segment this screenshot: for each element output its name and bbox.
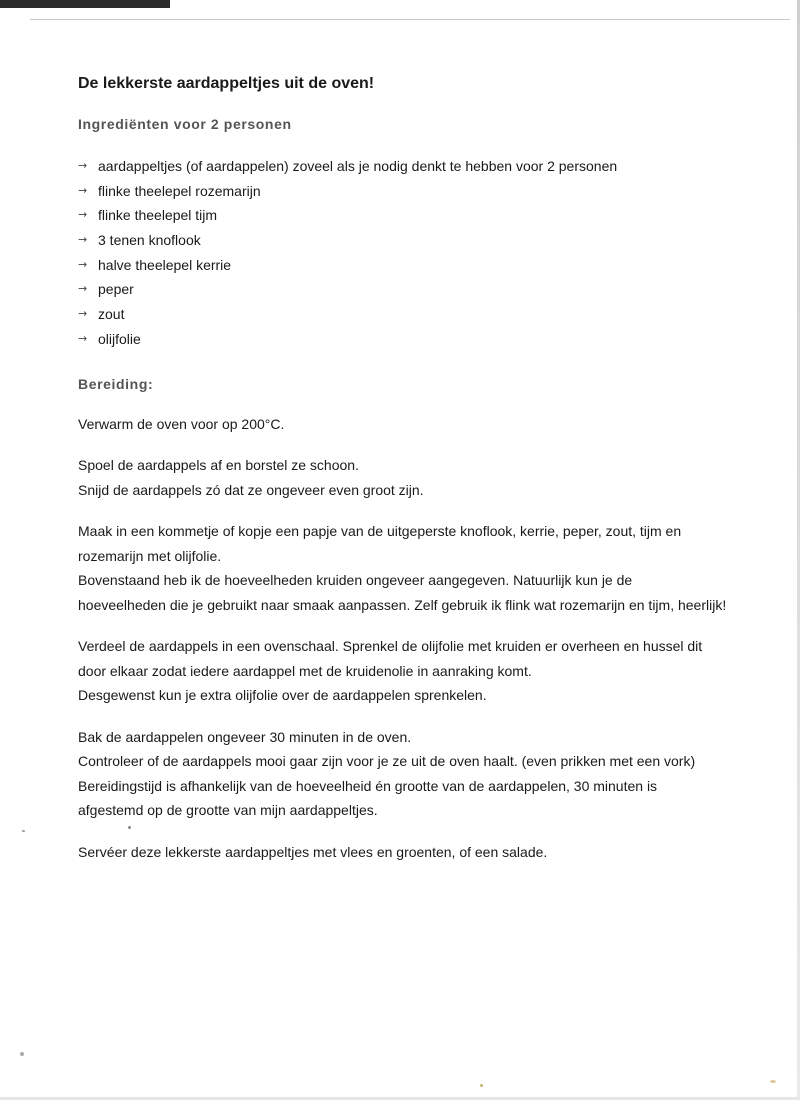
paragraph-line: Maak in een kommetje of kopje een papje van de uitgeperste knoflook, kerrie, peper, zout, tijm en (78, 523, 682, 539)
paragraph-line: Snijd de aardappels zó dat ze ongeveer even groot zijn. (78, 481, 424, 498)
paragraph-line: Controleer of de aardappels mooi gaar zijn voor je ze uit de oven haalt. (even prikken met een vork) (78, 753, 696, 769)
ingredient-text: aardappeltjes (of aardappelen) zoveel als je nodig denkt te hebben voor 2 personen (98, 158, 618, 174)
scan-speck (770, 1080, 776, 1083)
scan-speck (480, 1084, 483, 1087)
paragraph-line: rozemarijn met olijfolie. (78, 547, 222, 564)
scan-edge-top (0, 0, 800, 8)
paragraph (78, 725, 778, 823)
ingredients-heading: Ingrediënten voor 2 personen (78, 116, 292, 132)
scan-speck (22, 830, 25, 832)
recipe-title: De lekkerste aardappeltjes uit de oven! (78, 75, 375, 92)
ingredient-text: olijfolie (98, 330, 141, 347)
list-item (78, 179, 778, 204)
ingredients-list (78, 154, 778, 352)
list-item (78, 327, 778, 352)
paragraph-line: Desgewenst kun je extra olijfolie over de aardappelen sprenkelen. (78, 687, 487, 703)
paragraph-line: afgestemd op de grootte van mijn aardappeltjes. (78, 802, 378, 818)
ingredient-text: 3 tenen knoflook (98, 232, 201, 249)
paragraph (78, 453, 778, 502)
paragraph (78, 840, 778, 865)
list-item (78, 203, 778, 228)
arrow-icon: → (78, 159, 88, 172)
paragraph (78, 412, 778, 437)
ingredient-text: flinke theelepel tijm (98, 207, 218, 224)
paragraph-line: Bak de aardappelen ongeveer 30 minuten in de oven. (78, 728, 412, 745)
list-item (78, 228, 778, 253)
scan-speck (20, 1052, 24, 1056)
preparation-steps (78, 412, 778, 865)
recipe-document (78, 74, 778, 864)
list-item (78, 154, 778, 179)
paragraph (78, 519, 778, 617)
paragraph-line: Servéer deze lekkerste aardappeltjes met vlees en groenten, of een salade. (78, 843, 548, 860)
ingredient-text: halve theelepel kerrie (98, 256, 232, 273)
paragraph-line: hoeveelheden die je gebruikt naar smaak aanpassen. Zelf gebruik ik flink wat rozemarijn en tijm, heerlijk! (78, 596, 727, 613)
paragraph-line: Bereidingstijd is afhankelijk van de hoeveelheid én grootte van de aardappelen, 30 minuten is (78, 777, 658, 794)
paragraph-line: Verwarm de oven voor op 200°C. (78, 415, 285, 432)
preparation-heading: Bereiding: (78, 375, 154, 392)
scan-edge-line (30, 19, 790, 20)
arrow-icon: → (78, 233, 88, 247)
paragraph-line: door elkaar zodat iedere aardappel met de kruidenolie in aanraking komt. (78, 662, 532, 679)
list-item (78, 302, 778, 327)
arrow-icon: → (78, 257, 88, 271)
ingredient-text: zout (98, 306, 125, 323)
paragraph-line: Bovenstaand heb ik de hoeveelheden kruiden ongeveer aangegeven. Natuurlijk kun je de (78, 572, 633, 588)
paragraph-line: Verdeel de aardappels in een ovenschaal. Sprenkel de olijfolie met kruiden er overheen en hussel dit (78, 638, 703, 654)
paragraph (78, 634, 778, 708)
arrow-icon: → (78, 307, 88, 321)
ingredient-text: peper (98, 281, 134, 298)
arrow-icon: → (78, 282, 88, 296)
list-item (78, 277, 778, 302)
arrow-icon: → (78, 183, 88, 197)
arrow-icon: → (78, 331, 88, 345)
arrow-icon: → (78, 208, 88, 222)
list-item (78, 253, 778, 278)
ingredient-text: flinke theelepel rozemarijn (98, 182, 261, 199)
paragraph-line: Spoel de aardappels af en borstel ze schoon. (78, 457, 359, 473)
